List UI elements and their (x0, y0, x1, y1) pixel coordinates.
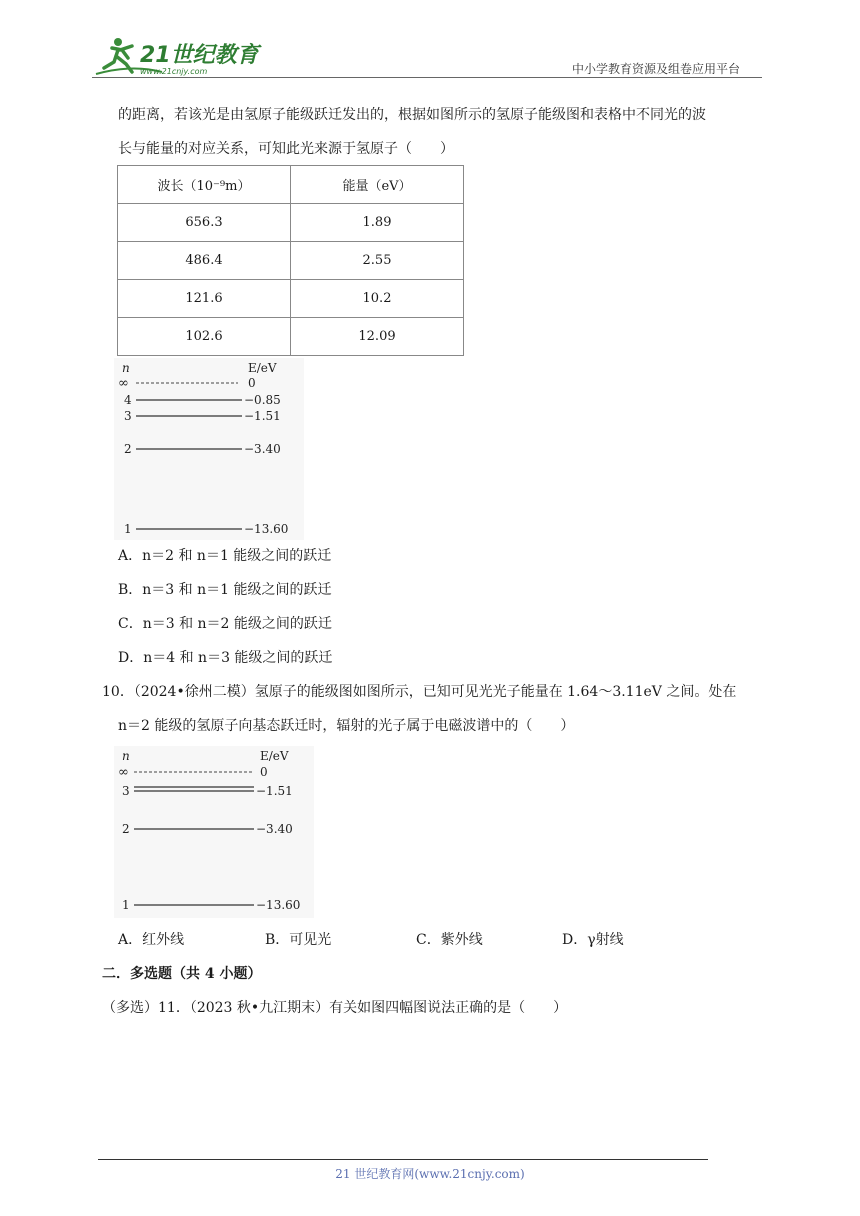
q9-text-line1: 的距离，若该光是由氢原子能级跃迁发出的，根据如图所示的氢原子能级图和表格中不同光的波 (118, 107, 706, 123)
level-e-3: −1.51 (256, 784, 293, 798)
table-header-row (118, 166, 464, 204)
footer-link[interactable]: 21 世纪教育网(www.21cnjy.com) (335, 1167, 525, 1181)
header-platform-text: 中小学教育资源及组卷应用平台 (572, 62, 741, 76)
table-cell: 12.09 (291, 318, 464, 356)
logo-url: www.21cnjy.com (140, 67, 208, 76)
diagram-n-label: n (122, 749, 130, 763)
diagram-e-label: E/eV (260, 749, 289, 763)
level-n-2: 2 (124, 442, 132, 456)
table-row (118, 318, 464, 356)
table-cell: 10.2 (291, 280, 464, 318)
table-cell: 1.89 (291, 204, 464, 242)
level-n-2: 2 (122, 822, 130, 836)
table-row (118, 280, 464, 318)
logo-text: 21世纪教育 (140, 43, 259, 68)
level-n-3: 3 (124, 409, 132, 423)
level-n-1: 1 (122, 898, 130, 912)
q9-option-b: B．n＝3 和 n＝1 能级之间的跃迁 (118, 582, 332, 598)
level-e-inf: 0 (260, 765, 268, 779)
wavelength-energy-table (117, 165, 464, 356)
q10-text-line1: 10．（2024•徐州二模）氢原子的能级图如图所示，已知可见光光子能量在 1.64～3.11eV 之间。处在 (102, 684, 737, 700)
level-n-inf: ∞ (118, 376, 129, 391)
level-n-3: 3 (122, 784, 130, 798)
table-cell: 2.55 (291, 242, 464, 280)
q10-option-c: C．紫外线 (416, 932, 483, 948)
q11-text-line1: （多选）11．（2023 秋•九江期末）有关如图四幅图说法正确的是（ ） (102, 1000, 568, 1016)
level-n-4: 4 (124, 393, 132, 407)
level-e-4: −0.85 (244, 393, 281, 407)
q10-text-line2: n＝2 能级的氢原子向基态跃迁时，辐射的光子属于电磁波谱中的（ ） (118, 718, 575, 734)
level-e-1: −13.60 (244, 522, 289, 536)
table-cell: 486.4 (118, 242, 291, 280)
q10-option-b: B．可见光 (265, 932, 332, 948)
table-row (118, 242, 464, 280)
table-row (118, 204, 464, 242)
level-e-1: −13.60 (256, 898, 301, 912)
level-e-2: −3.40 (244, 442, 281, 456)
q9-option-a: A．n＝2 和 n＝1 能级之间的跃迁 (118, 548, 332, 564)
table-cell: 102.6 (118, 318, 291, 356)
level-e-2: −3.40 (256, 822, 293, 836)
q9-option-d: D．n＝4 和 n＝3 能级之间的跃迁 (118, 650, 333, 666)
energy-level-diagram-2 (114, 746, 314, 918)
q10-option-d: D．γ射线 (562, 932, 624, 948)
site-logo (92, 34, 262, 78)
level-e-3: −1.51 (244, 409, 281, 423)
table-cell: 656.3 (118, 204, 291, 242)
diagram-e-label: E/eV (248, 361, 277, 375)
table-cell: 121.6 (118, 280, 291, 318)
header-divider (92, 77, 762, 78)
table-header-energy: 能量（eV） (291, 166, 464, 204)
level-n-inf: ∞ (118, 765, 129, 780)
level-n-1: 1 (124, 522, 132, 536)
diagram-n-label: n (122, 361, 130, 375)
q10-option-a: A．红外线 (118, 932, 185, 948)
q9-text-line2: 长与能量的对应关系，可知此光来源于氢原子（ ） (118, 141, 454, 157)
level-e-inf: 0 (248, 376, 256, 390)
table-header-wavelength: 波长（10⁻⁹m） (118, 166, 291, 204)
section-title: 二．多选题（共 4 小题） (102, 966, 262, 982)
energy-level-diagram-1 (114, 358, 304, 540)
footer-divider (98, 1159, 708, 1160)
q9-option-c: C．n＝3 和 n＝2 能级之间的跃迁 (118, 616, 332, 632)
